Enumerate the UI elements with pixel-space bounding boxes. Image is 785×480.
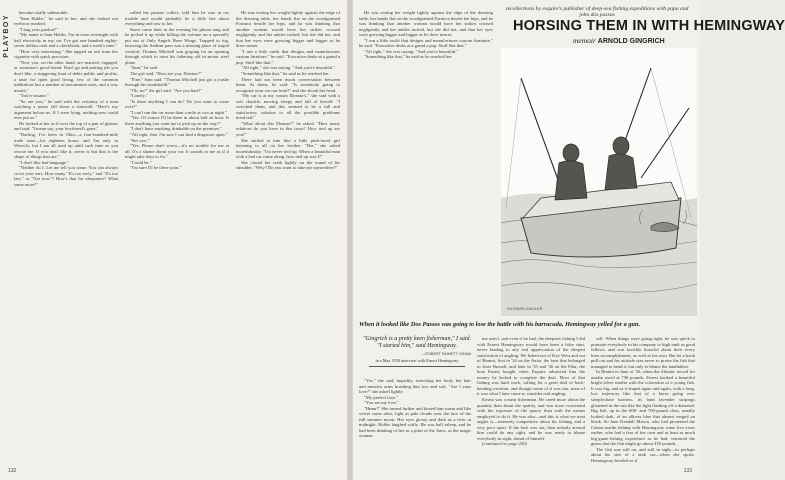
pull-quote-rule [369,366,465,367]
byline-prefix: memoir [573,36,596,45]
right-column-top-left [359,10,493,315]
body-paragraph: "Hmm?" She turned further and kissed him warm and like velvet come alive, light as pale clouds over the face of the full summer moon. Her eyes glossy and dark as a river at midnight. Hobbs laughed softly. He was half asleep, and he had been thinking of her as a print of the Jarez, as the magic woman. [359,405,471,439]
body-paragraph: He was resting her weight lightly against the edge of the dressing table, her hands flat on the woodgrained Formica beside her hips, and he was thinking that another woman would have her strikes crossed negligently and her ankles tucked, but she did not, and that her eyes were growing bigger and bigger as he drew nearer. [359,10,493,38]
body-paragraph: "Darling, I've been in Ohio—a four-hundred-mile trade zone—for eighteen hours, and I'm only in Waverly, but I am all used up until such time as you rescue me. If you don't like it, never is but that is the shape of things that are." [14,132,118,160]
body-paragraph: me uses't, and even if he had, the deepsets fishing I did with Ernest Hemingway would have been a false start, never leading to any real appreciation of the deepest satisfaction of angling. We fished out of Key West and out of Bimini, first in '34 on the Anita, the boat that belonged to Josie Russell, and later in '35 and '36 on the Pilar, the boat Ernest bought when Esquire advanced him the money he lacked to complete the deal. Most of that fishing was hard work, calling for a great deal of back-bending exertion, and though some of it was fun, none of it was what I later came to consider real angling. [477,336,585,397]
right-column-body-2 [591,336,695,470]
body-paragraph: "I can't run the car more than a mile or two at night." [130,109,228,115]
right-column-bottom-left [359,378,471,470]
body-paragraph: "Yes. Of course I'll be there in about half an hour. Is there anything you want me to pick up on the way?" [125,115,229,126]
body-paragraph: He looked at her as if over the top of a pair of glasses and said: "I mean say, your boyfriend's gone." [14,120,118,132]
body-paragraph: "How very interesting." She tapped an ash from her cigarette with quick precision. [14,48,118,60]
body-paragraph: "I hug your pardon?" [19,26,58,32]
body-paragraph: "Neither do I. Let me tell you some. You can always cover your ears. How many "It's too early," and "It's too late," or "Not now"? How's that for eloquence? What some more?" [14,165,118,187]
body-paragraph: "Oh, no!" the girl said. "Are you hurt?" [130,87,203,93]
body-paragraph: The girl said, "How are you, Eleanor?" [130,71,202,77]
illustrator-signature: RICHARD AMSLER [507,306,543,311]
body-paragraph: "My car is at my cousin Eleanor's," she said with a soft chuckle, moving sleepy and full of herself. "I switched them, and this seemed to be a full and satisfactory solution to all the possible problems involved." [236,93,340,121]
body-paragraph: "Something like that," he said as he reached her. [241,71,330,77]
body-paragraph: There had not been much conversation between them. At dawn, he said: "Is somebody going to recognize your car out front?" and she shook her head. [236,76,340,93]
right-page [353,0,785,480]
body-paragraph: called his partner collect, told him he was in car trouble and would probably be a little late about everything and saw to her. [125,10,229,27]
byline-author: ARNOLD GINGRICH [597,38,665,45]
body-paragraph: self. When things were going right, he was quick to promote everybody in his company to high rank as good fellows, and was lavishly boastful about their every least accomplishment, as well as his own. But let a hook pull out and his attitude was never to praise the fish that managed to bend it, but only to blame the landlubber. [591,336,695,369]
body-paragraph: "My perfect love." [364,394,399,400]
body-paragraph: She closed her teeth lightly on the round of his shoulder. "Why? Do you want to take me somewhere?" [236,159,340,171]
body-paragraph: The fish was still on, and still in sight—to perhaps about the size of a tank car—when she spoke. Hemingway bristled as if [591,446,695,464]
body-paragraph: "Something like that," he said as he reached her. [364,54,453,60]
body-paragraph: She smiled at him like a little pink-faced girl listening to all on her brother. "Her," she asked incredulously. "I'm never tied up. When a beautiful man with a bad car came along, how tied up was I?" [236,137,340,160]
illustration-caption: When it looked like Dos Passos was going to lose the battle with his barracuda, Hemingway yelled for a gun. [359,321,641,328]
body-paragraph: "I don't like bad language." [19,159,70,165]
fishing-sketch-image [501,48,697,316]
body-paragraph: "Lonely." [130,93,148,99]
body-paragraph: "All right, fine. I'm sure I can find a drugstore open." [130,132,228,138]
article-kicker: recollections by esquire's publisher of deep-sea fishing expeditions with papa and john dos passos [505,6,689,19]
pull-quote [363,336,471,370]
body-paragraph: "I'm sure I'll be there soon." [130,165,182,171]
body-paragraph: "Sam Hobbs," he said to her, and she looked out eyebrow marked. [14,15,118,27]
body-paragraph: "All right," she was saying. "And you're beautiful." [241,65,336,71]
body-paragraph: "Sam," he said. [130,65,159,71]
body-paragraph: "All right," she was saying. "And you're beautiful." [364,48,459,54]
pull-quote-attribution: —ROBERT EMMETT GINNA [421,352,471,356]
body-paragraph: "Now you, on the other hand, are married, engaged, or someone's good friend. Don't go and parting job you don't like, a staggering load of debts public and profits, a taste for quiet good living, few of the common inhibitions but a number of uncommon ones, and a way mouth." [14,59,118,93]
article-headline: HORSING THEM IN WITH HEMINGWAY [513,18,785,34]
section-label: PLAYBOY [3,14,10,58]
continued-note: (continued on page 256) [482,441,528,447]
page-number-right: 133 [683,468,692,474]
right-column-body-1 [477,336,585,470]
body-paragraph: "See you." [130,137,150,143]
left-column-1 [14,10,118,468]
left-column-2 [125,10,229,468]
body-paragraph: Snow came later in the evening his phone rang and he picked it up while killing the volume on a specially put out of Only Angels Have Wings. Trapped in fog, knowing the Andean pass was a missing place of stupid comfort, Thomas Mitchell was groping for an opening through which to raise his faltering old tri-motor steel plane. [125,26,229,65]
page-number-left: 132 [8,468,17,474]
body-paragraph: "Yes. Please don't worry—it's no trouble for me at all. It's a shame about your car. It sounds to me as if it might take days to fix." [125,143,229,160]
fishing-illustration [501,48,697,316]
body-paragraph: He was resting her weight lightly against the edge of the dressing table, her hands flat on the woodgrained Formica beside her hips, and he was thinking that another woman would have her strikes crossed negligently and her ankles tucked, but she did not, and that her eyes were growing bigger and bigger as he drew nearer. [236,10,340,49]
left-page [0,0,347,480]
body-paragraph: become totally unbearable. [19,10,69,15]
body-paragraph: Ernest was a meat fisherman. He cared more about the quantity than about the quality, and was more concerned with the exposure of the quarry than with the means employed to do it. He was also—and this is what we treat angler is—intensely competitive about his fishing, and a very poor sport. If the luck was out, then nobody around him could do any right, and he was ready to blame everybody in sight, ahead of himself. [477,397,585,441]
body-paragraph: "You are my love." [364,400,400,406]
article-byline [573,36,693,45]
body-paragraph: "Yes," she said, impishly, stretching her body, her hair and muscles arms brushing him low and soft. "Are I your love?" she asked lightly. [359,378,471,395]
body-paragraph: "Is there anything I can do? Do you want to come over?" [125,98,229,110]
body-paragraph: "What about this Eleanor?" he asked. "How many relatives do you have in this town? How tied up are you?" [236,120,340,138]
body-paragraph: "So are you," he said with the certainty of a man watching a piano fall down a stairwell. "Here's my argument before us. If I were lying, nothing now could ever put us." [14,98,118,121]
left-column-3 [236,10,340,468]
body-paragraph: "Fine," Sam said. "Thomas Mitchell just got a crashe through his windshield." [125,76,229,88]
body-paragraph: "I run a little outfit that designs and manufactures custom furniture," he said. "Executive desks at a grand a pop. Stuff like that." [236,48,340,65]
body-paragraph: In Bimini in June of '36, when the Atlantic record for marlin stood at 736 pounds, Ernest hooked a beautiful bright silver marlin with the coloration of a young fish. It was big, and as it leaped again and again, with a long, low trajectory like that of a horse going over steeplechase barriers, its faint lavender stripings glistened in the sun like the light flashing off a diamond. Big fish, up in the 600- and 700-pound class, usually looked dark, of an allover blue that almost verged on black. So Jane Kendall Mason, who had pioneered the Cuban marlin fishing with Hemingway some five years earlier, who had a fear of her own and at least as much big-game-fishing experience as he had, ventured the guess that the fish might go about 450 pounds. [591,369,695,447]
pull-quote-text: "Gingrich is a pretty keen fisherman," I said. "I started him," said Hemingway. [363,336,471,349]
body-paragraph: "You're insane." [19,93,49,99]
body-paragraph: "My name is Sam Hobbs. I'm in town overnight with half electricity in my car. I've got one hundred eighty-seven dollars cash and a checkbook, and a week's time." [14,32,118,49]
body-paragraph: "I don't have anything drinkable on the premises." [130,126,223,132]
pull-quote-source: in a May 1958 interview with Ernest Hemingway [375,358,459,363]
body-paragraph: "Could be." [130,159,152,165]
body-paragraph: "I run a little outfit that designs and manufactures custom furniture," he said. "Executive desks at a grand a pop. Stuff like that." [359,37,493,49]
